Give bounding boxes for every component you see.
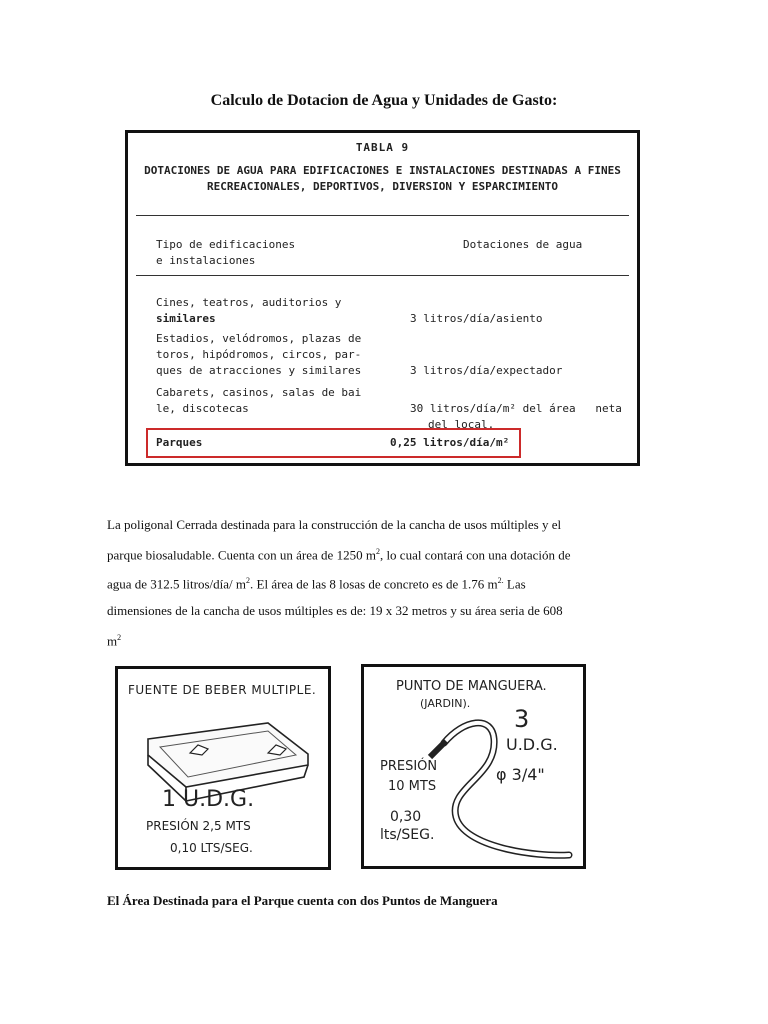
superscript: 2 (246, 576, 251, 586)
fuente-caudal: 0,10 LTS/SEG. (170, 841, 253, 855)
table-row-type (156, 385, 381, 417)
row1-type-line-2: similares (156, 312, 216, 325)
manguera-title: PUNTO DE MANGUERA. (396, 679, 547, 694)
row1-dotacion: 3 litros/día/asiento (410, 312, 543, 325)
description-paragraph (107, 512, 667, 654)
manguera-caudal-2: lts/SEG. (380, 827, 435, 843)
manguera-caudal-1: 0,30 (390, 809, 422, 825)
garden-hose-icon (364, 667, 583, 866)
paragraph-line-2 (107, 539, 667, 569)
col1-header-line-2: e instalaciones (156, 254, 256, 267)
col1-header (156, 237, 381, 269)
row3-dotacion-line-2: del local. (428, 418, 495, 431)
table-heading-line-2: RECREACIONALES, DEPORTIVOS, DIVERSION Y ESPARCIMIENTO (207, 180, 558, 193)
table-heading (136, 163, 629, 195)
col2-header: Dotaciones de agua (463, 238, 583, 251)
table-row-type (156, 331, 381, 379)
paragraph-line-3 (107, 568, 667, 598)
drinking-fountain-panel (115, 666, 331, 870)
paragraph-line-1: La poligonal Cerrada destinada para la construcción de la cancha de usos múltiples y el (107, 517, 562, 532)
table-label: TABLA 9 (355, 141, 410, 154)
paragraph-line-5a: m (107, 632, 118, 648)
fuente-title: FUENTE DE BEBER MULTIPLE. (128, 683, 317, 697)
manguera-mts: 10 MTS (388, 779, 437, 794)
row2-dotacion: 3 litros/día/expectador (410, 364, 563, 377)
paragraph-line-4: dimensiones de la cancha de usos múltiples es de: 19 x 32 metros y su área seria de 608 (107, 603, 563, 619)
drinking-fountain-icon (118, 669, 328, 867)
col1-header-line-1: Tipo de edificaciones (156, 238, 296, 251)
paragraph-line-5 (107, 625, 667, 655)
manguera-presion: PRESIÓN (380, 759, 438, 774)
row4-dotacion: 0,25 litros/día/m² (390, 436, 510, 449)
superscript: 2. (497, 576, 504, 586)
paragraph-line-3b: . El área de las 8 losas de concreto es de 1.76 m (250, 576, 498, 592)
superscript: 2 (375, 546, 380, 556)
row2-type-line-2: toros, hipódromos, circos, par- (156, 348, 362, 361)
fuente-presion: PRESIÓN 2,5 MTS (146, 819, 251, 833)
row3-type-line-2: le, discotecas (156, 402, 249, 415)
paragraph-line-3a: agua de 312.5 litros/día/ m (107, 576, 247, 592)
superscript: 2 (117, 632, 122, 642)
fuente-udg: 1 U.D.G. (162, 787, 255, 812)
row3-type-line-1: Cabarets, casinos, salas de bai (156, 386, 362, 399)
manguera-subtitle: (JARDIN). (420, 697, 471, 710)
table-rule-header (136, 275, 629, 276)
row2-type-line-3: ques de atracciones y similares (156, 364, 362, 377)
table-heading-line-1: DOTACIONES DE AGUA PARA EDIFICACIONES E INSTALACIONES DESTINADAS A FINES (144, 164, 621, 177)
hose-point-panel (361, 664, 586, 869)
manguera-udg-number: 3 (514, 705, 530, 733)
table-rule-top (136, 215, 629, 216)
row3-dotacion-line-1: 30 litros/día/m² del área neta (410, 402, 622, 415)
row4-type: Parques (156, 436, 203, 449)
row2-type-line-1: Estadios, velódromos, plazas de (156, 332, 362, 345)
row1-type-line-1: Cines, teatros, auditorios y (156, 296, 342, 309)
manguera-udg: U.D.G. (506, 735, 558, 754)
table-row-type (156, 295, 381, 327)
paragraph-line-2a: parque biosaludable. Cuenta con un área de 1250 m (107, 546, 376, 562)
caption: El Área Destinada para el Parque cuenta con dos Puntos de Manguera (107, 893, 498, 908)
paragraph-line-2b: , lo cual contará con una dotación de (379, 546, 571, 562)
manguera-diametro: φ 3/4" (496, 765, 545, 784)
paragraph-line-3c: Las (503, 576, 526, 592)
page-title: Calculo de Dotacion de Agua y Unidades de Gasto: (210, 92, 558, 109)
water-allocation-table (125, 130, 640, 466)
